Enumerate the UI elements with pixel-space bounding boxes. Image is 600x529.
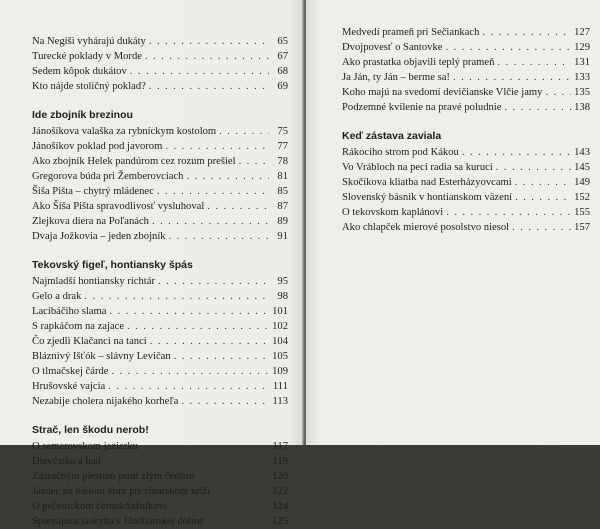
dot-leader — [169, 229, 269, 244]
toc-entry-page-number: 119 — [272, 456, 288, 467]
toc-entry — [32, 484, 290, 499]
toc-entry-title: Dievčatko a had — [32, 456, 101, 467]
toc-section — [32, 423, 290, 529]
toc-entry — [342, 25, 590, 40]
dot-leader — [109, 304, 269, 319]
toc-entry — [32, 184, 290, 199]
dot-leader — [197, 469, 269, 484]
toc-entry-title: Vo Vrábloch na peci radia sa kuruci — [342, 162, 493, 173]
toc-entry — [342, 145, 590, 160]
toc-entry-title: Dvaja Jožkovia – jeden zbojník — [32, 231, 166, 242]
toc-entry-page-number: 127 — [574, 27, 590, 38]
left-top-entries — [32, 34, 290, 94]
toc-entry-page-number: 152 — [574, 192, 590, 203]
dot-leader — [141, 439, 269, 454]
toc-entry-page-number: 131 — [574, 57, 590, 68]
toc-entry-title: Ako prastatka objavili teplý prameň — [342, 57, 495, 68]
dot-leader — [512, 220, 571, 235]
toc-entry-page-number: 85 — [277, 186, 288, 197]
toc-section — [32, 108, 290, 244]
toc-entry-page-number: 78 — [277, 156, 288, 167]
toc-entry-page-number: 113 — [272, 396, 288, 407]
toc-entry-page-number: 143 — [574, 147, 590, 158]
toc-section-title: Keď zástava zaviala — [342, 130, 442, 142]
toc-entry — [32, 49, 290, 64]
toc-entry — [32, 34, 290, 49]
toc-entry-page-number: 101 — [272, 306, 288, 317]
toc-entry-title: Kto nájde stoličný poklad? — [32, 81, 146, 92]
toc-entry-title: Koho majú na svedomí devičianske Vlčie jamy — [342, 87, 543, 98]
toc-entry-title: Na Negiši vyhárajú dukáty — [32, 36, 146, 47]
toc-entry — [32, 79, 290, 94]
toc-entry-page-number: 104 — [272, 336, 288, 347]
toc-entry-title: Turecké poklady v Morde — [32, 51, 142, 62]
toc-entry-title: Jazdec na bielom koni pri vinárskom kríži — [32, 486, 211, 497]
left-sections — [32, 108, 290, 529]
toc-entry-page-number: 67 — [277, 51, 288, 62]
toc-entry-page-number: 122 — [272, 486, 288, 497]
toc-entry — [32, 169, 290, 184]
toc-entry-title: O tekovskom kaplánovi — [342, 207, 444, 218]
toc-entry — [342, 175, 590, 190]
toc-entry-page-number: 109 — [272, 366, 288, 377]
dot-leader — [207, 514, 269, 529]
toc-entry-title: Ja Ján, ty Ján – berme sa! — [342, 72, 450, 83]
toc-entry — [32, 379, 290, 394]
toc-entry-page-number: 135 — [574, 87, 590, 98]
dot-leader — [219, 124, 269, 139]
toc-entry-title: Najmladší hontiansky richtár — [32, 276, 155, 287]
toc-entry-page-number: 149 — [574, 177, 590, 188]
toc-entry-page-number: 89 — [277, 216, 288, 227]
toc-section-title: Ide zbojník brezinou — [32, 109, 133, 121]
toc-entry — [342, 100, 590, 115]
toc-entry-page-number: 105 — [272, 351, 288, 362]
toc-entry-page-number: 129 — [574, 42, 590, 53]
dot-leader — [174, 349, 269, 364]
toc-entry-page-number: 75 — [277, 126, 288, 137]
toc-entry-title: Skočíkova kliatba nad Esterházyovcami — [342, 177, 512, 188]
toc-entry — [32, 334, 290, 349]
toc-section-title: Strač, len škodu nerob! — [32, 424, 149, 436]
toc-entry — [32, 349, 290, 364]
dot-leader — [170, 499, 269, 514]
toc-entry — [32, 454, 290, 469]
toc-entry-title: Bláznivý Išťók – slávny Levičan — [32, 351, 171, 362]
toc-entry-title: O semerovskom jazierku — [32, 441, 138, 452]
toc-entry — [32, 439, 290, 454]
dot-leader — [207, 199, 269, 214]
toc-entry-page-number: 68 — [277, 66, 288, 77]
toc-entry — [342, 220, 590, 235]
toc-entry — [32, 64, 290, 79]
toc-entry-title: Čo zjedli Klačanci na tanci — [32, 336, 147, 347]
toc-entry-title: Gregorova búda pri Žemberovciach — [32, 171, 184, 182]
dot-leader — [186, 169, 269, 184]
toc-entry — [32, 364, 290, 379]
toc-entry-title: Dvojpovesť o Santovke — [342, 42, 443, 53]
toc-section-title: Tekovský figeľ, hontiansky špás — [32, 259, 193, 271]
toc-entry-page-number: 155 — [574, 207, 590, 218]
toc-entry — [342, 160, 590, 175]
dot-leader — [213, 484, 269, 499]
dot-leader — [165, 139, 269, 154]
toc-entry-page-number: 124 — [272, 501, 288, 512]
toc-entry-title: Zlejkova diera na Poľanách — [32, 216, 149, 227]
toc-entry-title: Šiša Pišta – chytrý mládenec — [32, 186, 154, 197]
toc-entry-page-number: 98 — [277, 291, 288, 302]
toc-entry-page-number: 91 — [277, 231, 288, 242]
dot-leader — [104, 454, 269, 469]
dot-leader — [84, 289, 269, 304]
right-page — [306, 0, 600, 445]
toc-entry — [342, 205, 590, 220]
toc-entry — [32, 289, 290, 304]
toc-entry-title: Medvedí prameň pri Sečiankach — [342, 27, 480, 38]
dot-leader — [446, 205, 571, 220]
toc-entry-page-number: 111 — [272, 381, 288, 392]
toc-section — [342, 129, 590, 235]
dot-leader — [515, 175, 571, 190]
toc-entry-page-number: 102 — [272, 321, 288, 332]
toc-entry-title: Hrušovské vajcia — [32, 381, 106, 392]
toc-entry-title: Podzemné kvílenie na pravé poludnie — [342, 102, 502, 113]
toc-entry — [32, 514, 290, 529]
toc-entry — [342, 85, 590, 100]
toc-entry-page-number: 77 — [277, 141, 288, 152]
toc-entry — [342, 40, 590, 55]
dot-leader — [445, 40, 571, 55]
toc-entry-title: Zázračným piestom proti zlým čertom — [32, 471, 195, 482]
dot-leader — [127, 319, 269, 334]
toc-entry-page-number: 157 — [574, 222, 590, 233]
toc-entry — [32, 499, 290, 514]
dot-leader — [504, 100, 571, 115]
dot-leader — [158, 274, 269, 289]
toc-entry-title: Ako zbojník Helek pandúrom cez rozum prešiel — [32, 156, 236, 167]
toc-entry-title: Ako Šiša Pišta spravodlivosť vysluhoval — [32, 201, 205, 212]
dot-leader — [462, 145, 571, 160]
dot-leader — [149, 34, 269, 49]
toc-entry-title: Nezabije cholera nijakého korheľa — [32, 396, 179, 407]
toc-entry — [32, 154, 290, 169]
toc-entry — [32, 229, 290, 244]
right-sections — [342, 129, 590, 235]
dot-leader — [111, 364, 269, 379]
toc-entry — [32, 139, 290, 154]
toc-entry-page-number: 138 — [574, 102, 590, 113]
dot-leader — [150, 334, 269, 349]
toc-entry — [32, 274, 290, 289]
dot-leader — [130, 64, 269, 79]
toc-entry-page-number: 65 — [277, 36, 288, 47]
dot-leader — [157, 184, 269, 199]
toc-entry-page-number: 125 — [272, 516, 288, 527]
toc-entry-title: Rákociho strom pod Kákou — [342, 147, 459, 158]
dot-leader — [181, 394, 269, 409]
dot-leader — [482, 25, 571, 40]
toc-entry-title: O tlmačskej čárde — [32, 366, 109, 377]
toc-entry — [32, 394, 290, 409]
toc-entry-page-number: 87 — [277, 201, 288, 212]
toc-entry-title: Sedem kôpok dukátov — [32, 66, 127, 77]
toc-section — [32, 258, 290, 409]
toc-entry-title: Spievajúca jaskyňa v Horšianskej doline — [32, 516, 204, 527]
toc-entry — [32, 319, 290, 334]
toc-entry-title: O pečeníckom černokňažníkovi — [32, 501, 167, 512]
dot-leader — [515, 190, 571, 205]
toc-entry-page-number: 145 — [574, 162, 590, 173]
toc-entry — [342, 55, 590, 70]
toc-entry — [32, 304, 290, 319]
dot-leader — [497, 55, 571, 70]
toc-entry-title: Jánošíkova valaška za rybníckym kostolom — [32, 126, 217, 137]
toc-entry-title: S rapkáčom na zajace — [32, 321, 125, 332]
toc-entry-title: Lacibáčiho slama — [32, 306, 107, 317]
right-top-entries — [342, 25, 590, 115]
toc-entry-page-number: 120 — [272, 471, 288, 482]
toc-entry-page-number: 117 — [272, 441, 288, 452]
dot-leader — [152, 214, 269, 229]
toc-entry-page-number: 81 — [277, 171, 288, 182]
toc-entry-page-number: 95 — [277, 276, 288, 287]
toc-entry — [342, 70, 590, 85]
toc-entry-page-number: 69 — [277, 81, 288, 92]
toc-entry-title: Jánošíkov poklad pod javorom — [32, 141, 163, 152]
toc-entry — [32, 214, 290, 229]
toc-entry-page-number: 133 — [574, 72, 590, 83]
toc-entry-title: Slovenský básnik v hontianskom väzení — [342, 192, 513, 203]
dot-leader — [453, 70, 571, 85]
dot-leader — [149, 79, 269, 94]
toc-entry — [32, 199, 290, 214]
toc-entry — [32, 124, 290, 139]
dot-leader — [145, 49, 269, 64]
dot-leader — [108, 379, 269, 394]
toc-entry — [342, 190, 590, 205]
dot-leader — [545, 85, 571, 100]
dot-leader — [496, 160, 571, 175]
toc-entry-title: Ako chlapček mierové posolstvo niesol — [342, 222, 510, 233]
toc-entry-title: Gelo a drak — [32, 291, 82, 302]
dot-leader — [239, 154, 269, 169]
toc-entry — [32, 469, 290, 484]
